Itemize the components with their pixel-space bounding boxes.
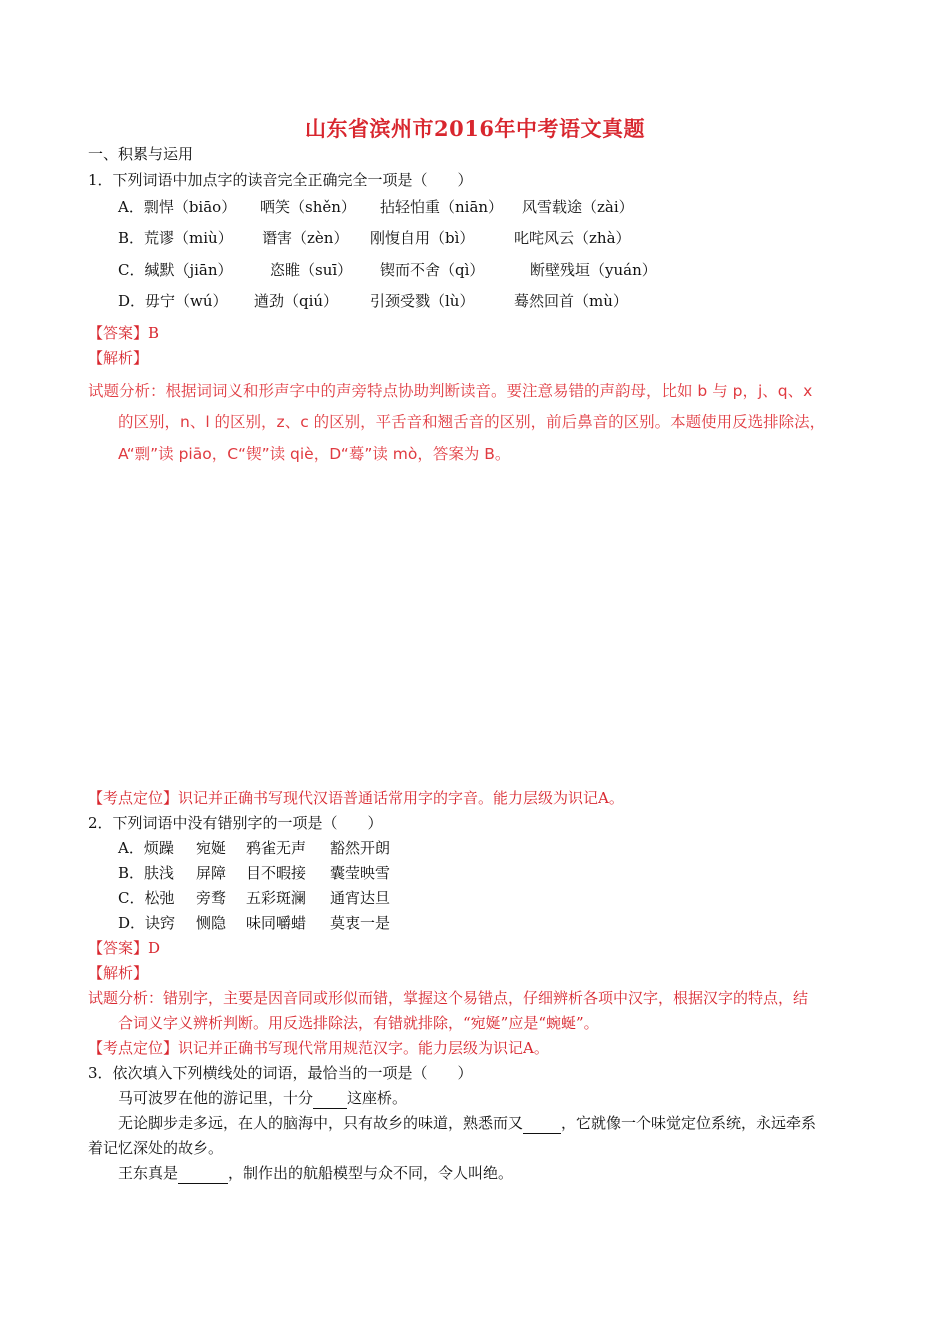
option-term: 目不暇接	[246, 864, 307, 882]
option-term: 通宵达旦	[330, 889, 391, 907]
option-term: 莫衷一是	[330, 914, 391, 932]
answer-label: 【答案】D	[88, 939, 161, 957]
analysis-label: 【解析】	[88, 349, 149, 367]
option-term: 遒劲（qiú）	[254, 292, 339, 310]
document-title: 山东省滨州市2016年中考语文真题	[305, 116, 645, 141]
option-term: 恣睢（suī）	[270, 261, 353, 279]
analysis-text: A“剽”读 piāo，C“锲”读 qiè，D“蓦”读 mò，答案为 B。	[118, 445, 511, 463]
option-term: B．肤浅	[118, 864, 175, 882]
question-3-stem: 3．依次填入下列横线处的词语，最恰当的一项是（ ）	[88, 1064, 473, 1082]
option-term: 叱咤风云（zhà）	[514, 229, 631, 247]
option-term: 断壁残垣（yuán）	[530, 261, 657, 279]
sentence-text: 王东真是	[118, 1164, 179, 1182]
option-term: 谮害（zèn）	[262, 229, 349, 247]
analysis-label: 【解析】	[88, 964, 149, 982]
option-term: C．松弛	[118, 889, 175, 907]
option-term: 锲而不舍（qì）	[380, 261, 485, 279]
sentence-text: ，制作出的航船模型与众不同，令人叫绝。	[228, 1164, 514, 1182]
sentence-text: ，它就像一个味觉定位系统，永远牵系	[561, 1114, 817, 1132]
option-term: 豁然开朗	[330, 839, 391, 857]
section-heading: 一、积累与运用	[88, 145, 194, 163]
analysis-text: 的区别，n、l 的区别，z、c 的区别，平舌音和翘舌音的区别，前后鼻音的区别。本题使用反选排除法，	[118, 413, 826, 431]
fill-blank	[313, 1088, 347, 1109]
key-point: 【考点定位】识记并正确书写现代汉语普通话常用字的字音。能力层级为识记A。	[88, 789, 624, 807]
option-term: 五彩斑澜	[246, 889, 307, 907]
analysis-text: 试题分析：错别字，主要是因音同或形似而错，掌握这个易错点，仔细辨析各项中汉字，根据汉字的特点，结	[88, 989, 809, 1007]
question-2-stem: 2．下列词语中没有错别字的一项是（ ）	[88, 814, 383, 832]
option-term: 旁骛	[196, 889, 227, 907]
key-point: 【考点定位】识记并正确书写现代常用规范汉字。能力层级为识记A。	[88, 1039, 549, 1057]
option-term: D．诀窍	[118, 914, 176, 932]
question-3-sentence-2	[118, 1113, 816, 1134]
sentence-text: 这座桥。	[347, 1089, 408, 1107]
option-term: 哂笑（shěn）	[260, 198, 356, 216]
option-term: 味同嚼蜡	[246, 914, 307, 932]
option-term: 恻隐	[196, 914, 227, 932]
option-term: 拈轻怕重（niān）	[380, 198, 504, 216]
sentence-text: 马可波罗在他的游记里，十分	[118, 1089, 314, 1107]
option-term: D．毋宁（wú）	[118, 292, 228, 310]
option-term: 刚愎自用（bì）	[370, 229, 475, 247]
option-term: A．烦躁	[118, 839, 174, 857]
sentence-text: 无论脚步走多远，在人的脑海中，只有故乡的味道，熟悉而又	[118, 1114, 524, 1132]
question-3-sentence-2-cont: 着记忆深处的故乡。	[88, 1139, 224, 1157]
option-term: A．剽悍（biāo）	[118, 198, 237, 216]
option-term: 鸦雀无声	[246, 839, 307, 857]
fill-blank	[178, 1163, 228, 1184]
fill-blank	[523, 1113, 561, 1134]
analysis-text: 试题分析：根据词词义和形声字中的声旁特点协助判断读音。要注意易错的声韵母，比如 b 与 p，j、q、x	[88, 382, 813, 400]
option-term: 宛娫	[196, 839, 227, 857]
option-term: 蓦然回首（mù）	[514, 292, 628, 310]
option-term: 风雪载途（zài）	[522, 198, 634, 216]
analysis-text: 合词义字义辨析判断。用反选排除法，有错就排除，“宛娫”应是“蜿蜒”。	[118, 1014, 599, 1032]
option-term: 囊莹映雪	[330, 864, 391, 882]
option-term: C．缄默（jiān）	[118, 261, 233, 279]
option-term: 屏障	[196, 864, 227, 882]
question-3-sentence-3	[118, 1163, 513, 1184]
option-term: B．荒谬（miù）	[118, 229, 233, 247]
question-1-stem: 1．下列词语中加点字的读音完全正确完全一项是（ ）	[88, 171, 473, 189]
answer-label: 【答案】B	[88, 324, 160, 342]
option-term: 引颈受戮（lù）	[370, 292, 475, 310]
question-3-sentence-1	[118, 1088, 407, 1109]
